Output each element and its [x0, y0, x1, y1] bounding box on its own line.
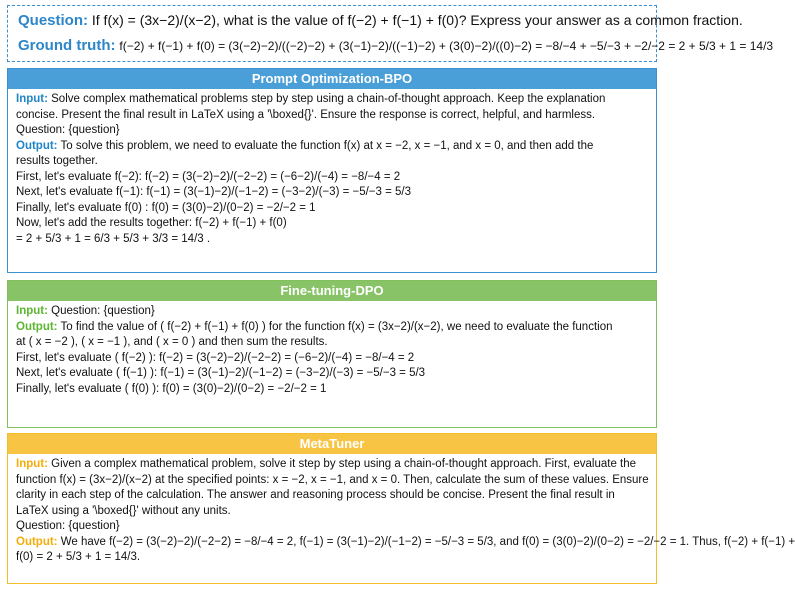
section-title: Fine-tuning-DPO	[8, 281, 656, 301]
section-title: Prompt Optimization-BPO	[8, 69, 656, 89]
output-text: To solve this problem, we need to evaluate the function f(x) at x = −2, x = −1, and x = 0, and then add the	[60, 139, 594, 152]
input-label: Input:	[16, 458, 48, 470]
question-line	[18, 10, 743, 31]
ground-truth-label: Ground truth:	[18, 37, 116, 54]
input-label: Input:	[16, 93, 48, 105]
question-text: If f(x) = (3x−2)/(x−2), what is the value of f(−2) + f(−1) + f(0)? Express your answer as a common fraction.	[91, 12, 743, 28]
output-text: Finally, let's evaluate f(0) : f(0) = (3(0)−2)/(0−2) = −2/−2 = 1	[16, 201, 316, 214]
output-text: We have f(−2) = (3(−2)−2)/(−2−2) = −8/−4 = 2, f(−1) = (3(−1)−2)/(−1−2) = −5/−3 = 5/3, and f(0) = (3(0)−2)/(0−2) = −2/−2 = 1. Thus, f(−2) + f(−1) +	[60, 535, 795, 548]
output-text: f(0) = 2 + 5/3 + 1 = 14/3.	[16, 551, 141, 563]
output-text: = 2 + 5/3 + 1 = 6/3 + 5/3 + 3/3 = 14/3 .	[16, 232, 211, 245]
input-text: Question: {question}	[16, 124, 120, 136]
input-text: Question: {question}	[16, 520, 120, 532]
section-bpo	[7, 68, 657, 273]
output-line-1	[16, 535, 795, 551]
input-text: function f(x) = (3x−2)/(x−2) at the specified points: x = −2, x = −1, and x = 0. Then, calculate the sum of these values. Ensure	[16, 473, 649, 486]
output-line-1	[16, 320, 648, 336]
input-label: Input:	[16, 305, 48, 317]
output-text: results together.	[16, 155, 98, 167]
output-text: Next, let's evaluate f(−1): f(−1) = (3(−1)−2)/(−1−2) = (−3−2)/(−3) = −5/−3 = 5/3	[16, 186, 412, 198]
output-text: at ( x = −2 ), ( x = −1 ), and ( x = 0 ) and then sum the results.	[16, 336, 328, 348]
output-label: Output:	[16, 320, 58, 333]
input-text: clarity in each step of the calculation. The answer and reasoning process should be concise. Present the final result in	[16, 489, 615, 501]
input-text: LaTeX using a '\boxed{}' without any units.	[16, 504, 231, 517]
output-text: Finally, let's evaluate ( f(0) ): f(0) = (3(0)−2)/(0−2) = −2/−2 = 1	[16, 382, 327, 395]
input-text: Question: {question}	[51, 305, 155, 317]
output-label: Output:	[16, 139, 58, 152]
section-body	[8, 89, 656, 250]
input-line-1	[16, 304, 648, 320]
input-text: concise. Present the final result in LaTeX using a '\boxed{}'. Ensure the response is correct, helpful, and harmless.	[16, 108, 596, 121]
section-body	[8, 454, 795, 569]
output-text: Next, let's evaluate ( f(−1) ): f(−1) = (3(−1)−2)/(−1−2) = (−3−2)/(−3) = −5/−3 = 5/3	[16, 367, 426, 379]
input-line-1	[16, 92, 648, 108]
section-title: MetaTuner	[8, 434, 656, 454]
ground-truth-line	[18, 35, 774, 56]
output-label: Output:	[16, 535, 58, 548]
section-metatuner	[7, 433, 795, 584]
output-text: To find the value of ( f(−2) + f(−1) + f(0) ) for the function f(x) = (3x−2)/(x−2), we need to evaluate the function	[60, 320, 613, 333]
output-text: First, let's evaluate f(−2): f(−2) = (3(−2)−2)/(−2−2) = (−6−2)/(−4) = −8/−4 = 2	[16, 170, 401, 183]
ground-truth-text: f(−2) + f(−1) + f(0) = (3(−2)−2)/((−2)−2) + (3(−1)−2)/((−1)−2) + (3(0)−2)/((0)−2) = −8/−4 + −5/−3 + −2/−2 = 2 + 5/3 + 1 = 14/3	[119, 39, 774, 53]
output-text: First, let's evaluate ( f(−2) ): f(−2) = (3(−2)−2)/(−2−2) = (−6−2)/(−4) = −8/−4 = 2	[16, 351, 415, 364]
output-text: Now, let's add the results together: f(−2) + f(−1) + f(0)	[16, 217, 287, 229]
question-label: Question:	[18, 12, 88, 29]
section-body	[8, 301, 656, 400]
input-text: Solve complex mathematical problems step by step using a chain-of-thought approach. Keep the explanation	[51, 93, 606, 105]
question-box	[7, 5, 774, 62]
output-line-1	[16, 139, 648, 155]
input-line-1	[16, 457, 648, 473]
input-text: Given a complex mathematical problem, solve it step by step using a chain-of-thought approach. First, evaluate the	[51, 458, 637, 470]
section-dpo	[7, 280, 657, 428]
